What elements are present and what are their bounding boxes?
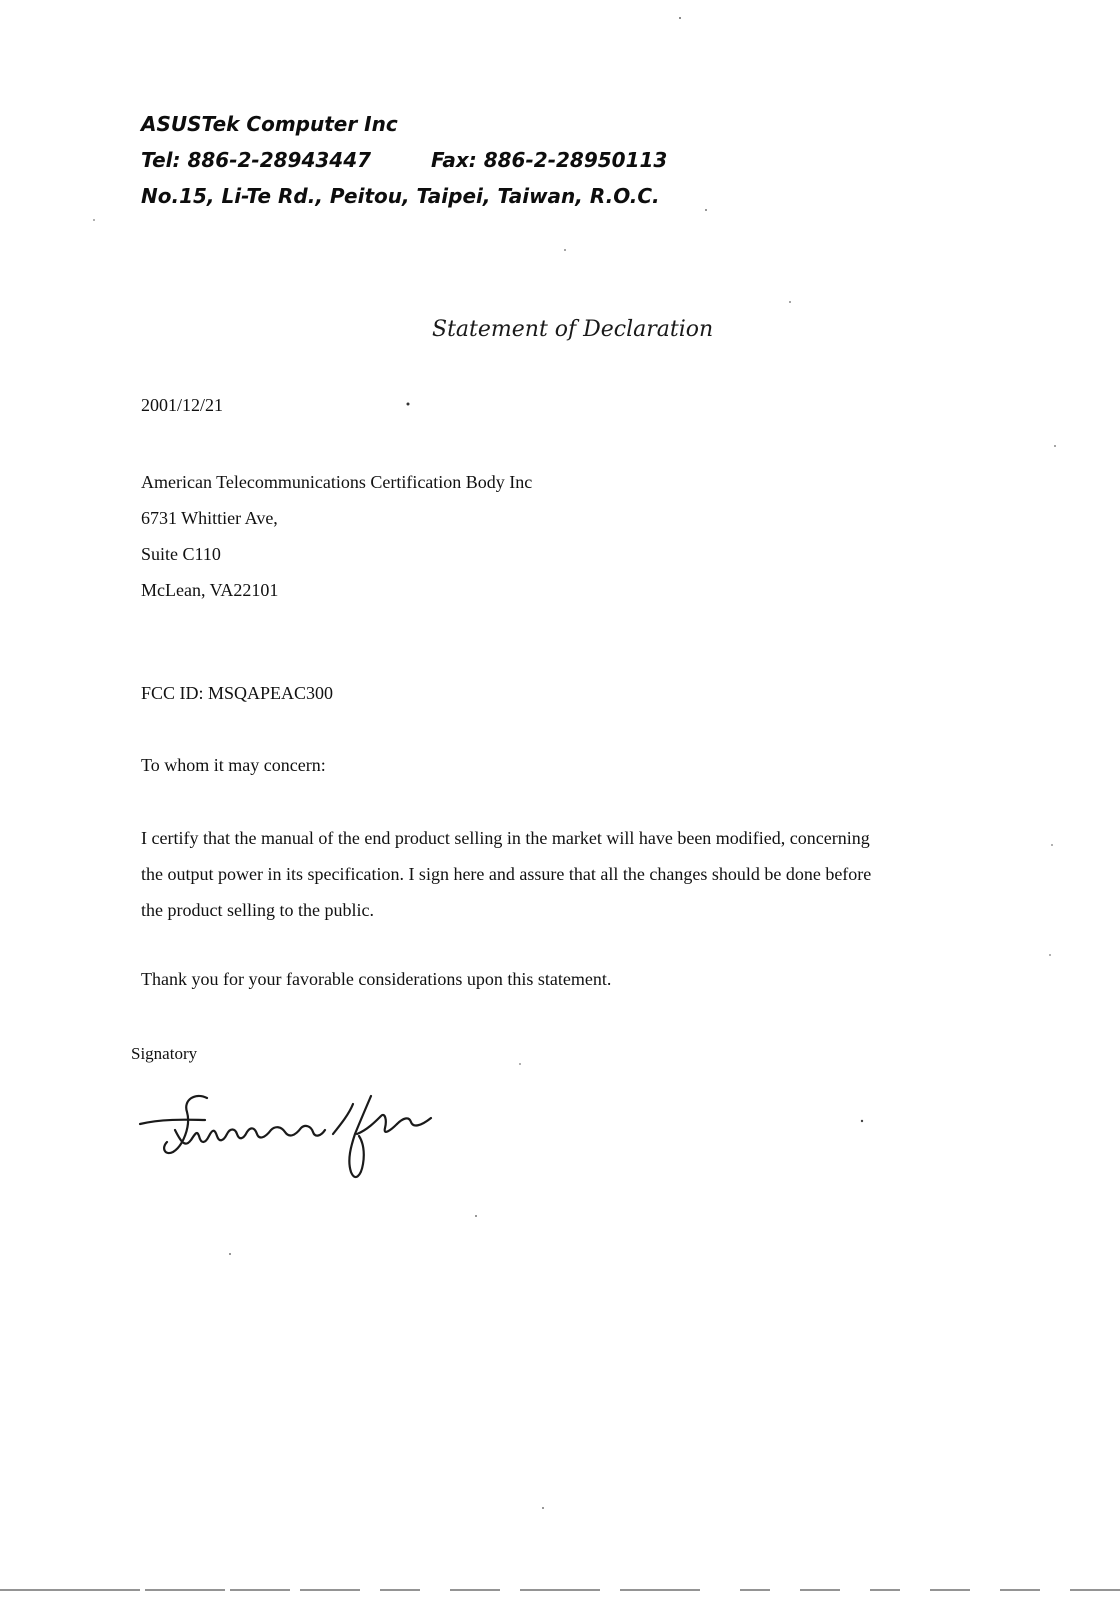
date: 2001/12/21 [141, 395, 224, 415]
fax: Fax: 886-2-28950113 [431, 148, 668, 172]
salutation: To whom it may concern: [141, 755, 326, 775]
body-line: the output power in its specification. I sign here and assure that all the changes should be done before [141, 864, 872, 884]
letterhead [141, 106, 668, 214]
body-line: the product selling to the public. [141, 900, 374, 920]
recipient-suite: Suite C110 [141, 544, 221, 564]
recipient-name: American Telecommunications Certification Body Inc [141, 472, 533, 492]
fcc-id: FCC ID: MSQAPEAC300 [141, 683, 334, 703]
signatory-label: Signatory [131, 1044, 198, 1063]
handwritten-signature [135, 1090, 455, 1200]
document-title: Statement of Declaration [432, 317, 714, 342]
closing-line: Thank you for your favorable considerations upon this statement. [141, 969, 612, 989]
body-paragraph [141, 820, 971, 928]
recipient-street: 6731 Whittier Ave, [141, 508, 278, 528]
body-line: I certify that the manual of the end product selling in the market will have been modified, concerning [141, 828, 870, 848]
company-address: No.15, Li-Te Rd., Peitou, Taipei, Taiwan, R.O.C. [141, 184, 660, 208]
company-name: ASUSTek Computer Inc [141, 112, 398, 136]
page-bottom-edge [0, 1582, 1120, 1602]
contact-line [141, 142, 668, 178]
telephone: Tel: 886-2-28943447 [141, 148, 372, 172]
recipient-address [141, 464, 532, 608]
recipient-city: McLean, VA22101 [141, 580, 279, 600]
